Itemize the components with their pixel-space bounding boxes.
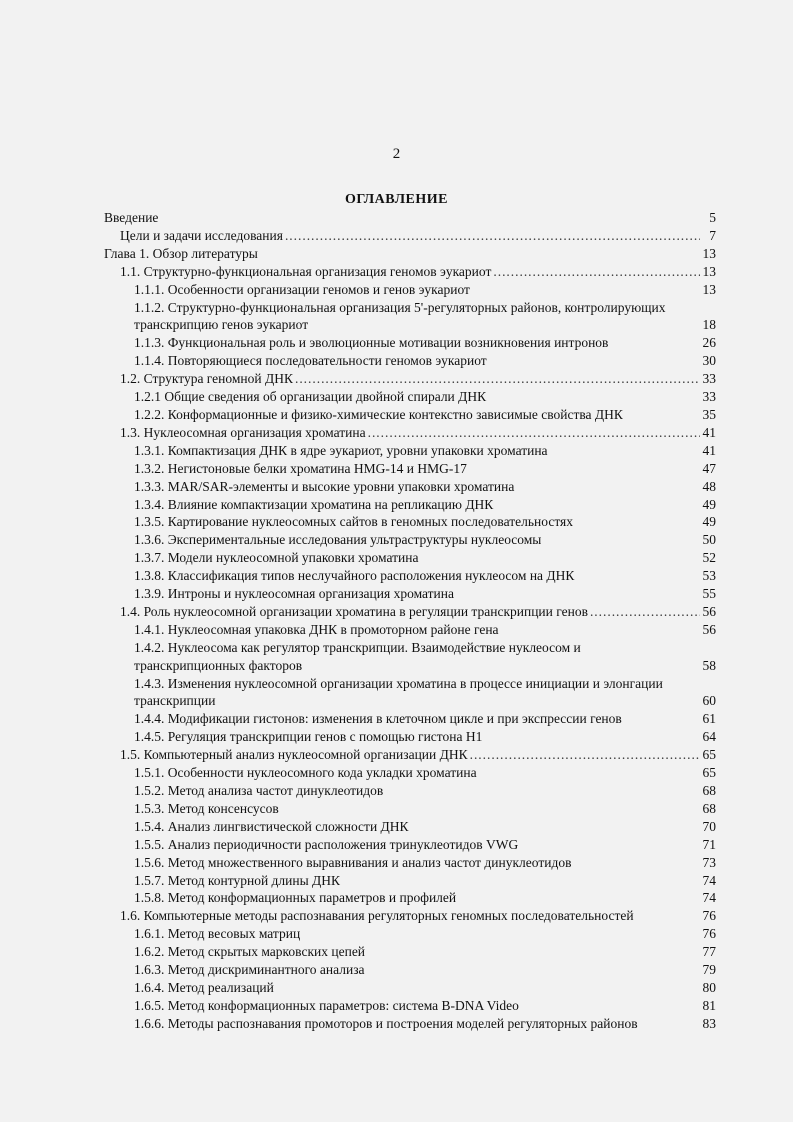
toc-entry bbox=[104, 854, 716, 872]
toc-entry bbox=[104, 710, 716, 728]
toc-entry-page: 41 bbox=[702, 424, 716, 440]
toc-entry bbox=[104, 370, 716, 388]
toc-entry-page: 41 bbox=[702, 442, 716, 458]
toc-entry bbox=[104, 406, 716, 424]
toc-entry-page: 74 bbox=[702, 872, 716, 888]
toc-entry-page: 77 bbox=[702, 944, 716, 960]
toc-entry-title: 1.5.7. Метод контурной длины ДНК bbox=[134, 872, 341, 888]
toc-entry-page: 73 bbox=[702, 854, 716, 870]
toc-entry bbox=[104, 818, 716, 836]
toc-entry-title: 1.3.9. Интроны и нуклеосомная организация хроматина bbox=[134, 586, 454, 602]
toc-entry bbox=[104, 997, 716, 1015]
toc-entry-page: 13 bbox=[702, 263, 716, 279]
toc-entry bbox=[104, 227, 716, 245]
toc-entry-page: 81 bbox=[702, 997, 716, 1013]
toc-entry-page: 68 bbox=[702, 800, 716, 816]
toc-entry-page: 55 bbox=[702, 586, 716, 602]
toc-entry bbox=[104, 1015, 716, 1033]
dot-leader bbox=[295, 370, 700, 388]
toc-entry-page: 18 bbox=[702, 317, 716, 333]
toc-entry-page: 49 bbox=[702, 514, 716, 530]
toc-entry-title: 1.5.3. Метод консенсусов bbox=[134, 800, 279, 816]
toc-entry-title: 1.6.6. Методы распознавания промоторов и построения моделей регуляторных районов bbox=[134, 1015, 638, 1031]
toc-entry bbox=[104, 281, 716, 299]
toc-entry-title: 1.1. Структурно-функциональная организация геномов эукариот bbox=[120, 263, 492, 279]
toc-entry-title: 1.5.6. Метод множественного выравнивания и анализ частот динуклеотидов bbox=[134, 854, 572, 870]
toc-entry-page: 13 bbox=[702, 245, 716, 261]
toc-entry bbox=[104, 872, 716, 890]
toc-entry-page: 79 bbox=[702, 962, 716, 978]
toc-entry-title: 1.2.1 Общие сведения об организации двойной спирали ДНК bbox=[134, 389, 487, 405]
toc-entry-title: 1.5.5. Анализ периодичности расположения тринуклеотидов VWG bbox=[134, 836, 519, 852]
toc-entry-title: 1.4. Роль нуклеосомной организации хроматина в регуляции транскрипции генов bbox=[120, 603, 588, 619]
toc-entry-title: 1.2. Структура геномной ДНК bbox=[120, 371, 293, 387]
toc-entry-title: 1.6.4. Метод реализаций bbox=[134, 979, 274, 995]
toc-entry-title: 1.6.3. Метод дискриминантного анализа bbox=[134, 962, 365, 978]
toc-entry-title: 1.5.8. Метод конформационных параметров и профилей bbox=[134, 890, 457, 906]
table-of-contents bbox=[104, 209, 716, 1033]
toc-entry-page: 68 bbox=[702, 783, 716, 798]
toc-entry-page: 61 bbox=[702, 711, 716, 727]
toc-entry bbox=[104, 639, 716, 675]
toc-entry-title: 1.3. Нуклеосомная организация хроматина bbox=[120, 424, 366, 440]
toc-entry bbox=[104, 567, 716, 585]
toc-entry-title: Глава 1. Обзор литературы bbox=[104, 245, 258, 261]
toc-entry-page: 58 bbox=[702, 657, 716, 673]
toc-entry-title: 1.3.2. Негистоновые белки хроматина HMG-14 и HMG-17 bbox=[134, 460, 467, 476]
toc-entry bbox=[104, 496, 716, 514]
toc-entry-page: 13 bbox=[702, 281, 716, 297]
toc-entry-title: 1.6. Компьютерные методы распознавания регуляторных геномных последовательностей bbox=[120, 908, 634, 924]
toc-entry-title: 1.1.4. Повторяющиеся последовательности геномов эукариот bbox=[134, 353, 487, 369]
toc-entry bbox=[104, 603, 716, 621]
toc-entry-page: 64 bbox=[702, 729, 716, 745]
toc-entry-title: 1.3.5. Картирование нуклеосомных сайтов в геномных последовательностях bbox=[134, 514, 574, 530]
toc-entry-title: 1.6.5. Метод конформационных параметров: система B-DNA Video bbox=[134, 997, 519, 1013]
toc-entry-title: 1.1.3. Функциональная роль и эволюционные мотивации возникновения интронов bbox=[134, 335, 609, 351]
toc-entry bbox=[104, 764, 716, 782]
toc-entry-title: 1.2.2. Конформационные и физико-химические контекстно зависимые свойства ДНК bbox=[134, 406, 623, 422]
toc-entry-title: Введение bbox=[104, 210, 159, 225]
toc-entry bbox=[104, 299, 716, 335]
toc-entry-title: 1.3.1. Компактизация ДНК в ядре эукариот, уровни упаковки хроматина bbox=[134, 442, 548, 458]
toc-entry-page: 52 bbox=[702, 550, 716, 566]
toc-entry-page: 53 bbox=[702, 568, 716, 584]
toc-entry-page: 48 bbox=[702, 478, 716, 494]
toc-entry-page: 33 bbox=[702, 371, 716, 387]
toc-entry bbox=[104, 907, 716, 925]
toc-entry-page: 35 bbox=[702, 406, 716, 422]
toc-entry-title: 1.4.2. Нуклеосома как регулятор транскрипции. Взаимодействие нуклеосом и транскрипционных факторов bbox=[134, 639, 581, 673]
toc-entry-title: 1.4.4. Модификации гистонов: изменения в клеточном цикле и при экспрессии генов bbox=[134, 711, 622, 727]
toc-entry-title: Цели и задачи исследования bbox=[120, 227, 283, 243]
toc-entry-title: 1.6.2. Метод скрытых марковских цепей bbox=[134, 944, 366, 960]
toc-entry bbox=[104, 585, 716, 603]
toc-entry-page: 74 bbox=[702, 890, 716, 906]
dot-leader bbox=[590, 603, 700, 621]
toc-entry-title: 1.1.2. Структурно-функциональная организация 5'-регуляторных районов, контролирующих транскрипцию генов эукариот bbox=[134, 299, 666, 333]
toc-entry-title: 1.3.7. Модели нуклеосомной упаковки хроматина bbox=[134, 550, 419, 566]
toc-entry-page: 33 bbox=[702, 389, 716, 405]
dot-leader bbox=[368, 424, 700, 442]
toc-entry bbox=[104, 531, 716, 549]
toc-entry-page: 49 bbox=[702, 496, 716, 512]
toc-entry bbox=[104, 836, 716, 854]
toc-entry bbox=[104, 728, 716, 746]
dot-leader bbox=[493, 263, 700, 281]
toc-entry-page: 47 bbox=[702, 460, 716, 476]
toc-entry-page: 30 bbox=[702, 353, 716, 369]
toc-entry-page: 56 bbox=[702, 603, 716, 619]
toc-entry-title: 1.4.5. Регуляция транскрипции генов с помощью гистона H1 bbox=[134, 729, 483, 745]
toc-entry bbox=[104, 979, 716, 997]
toc-entry bbox=[104, 513, 716, 531]
toc-entry-title: 1.4.1. Нуклеосомная упаковка ДНК в промоторном районе гена bbox=[134, 621, 499, 637]
toc-entry bbox=[104, 460, 716, 478]
toc-entry bbox=[104, 889, 716, 907]
toc-entry-page: 56 bbox=[702, 621, 716, 637]
toc-entry-page: 65 bbox=[702, 765, 716, 781]
toc-entry-title: 1.5. Компьютерный анализ нуклеосомной организации ДНК bbox=[120, 747, 468, 763]
toc-entry bbox=[104, 478, 716, 496]
toc-entry-page: 76 bbox=[702, 908, 716, 924]
toc-entry bbox=[104, 263, 716, 281]
toc-entry bbox=[104, 961, 716, 979]
toc-entry-title: 1.3.4. Влияние компактизации хроматина на репликацию ДНК bbox=[134, 496, 494, 512]
toc-entry-page: 5 bbox=[709, 210, 716, 225]
toc-entry-title: 1.5.2. Метод анализа частот динуклеотидов bbox=[134, 783, 384, 798]
toc-entry bbox=[104, 352, 716, 370]
toc-entry-page: 60 bbox=[702, 693, 716, 709]
toc-entry bbox=[104, 388, 716, 406]
toc-entry bbox=[104, 621, 716, 639]
toc-entry bbox=[104, 245, 716, 263]
toc-entry-title: 1.5.4. Анализ лингвистической сложности ДНК bbox=[134, 818, 409, 834]
toc-entry-title: 1.1.1. Особенности организации геномов и генов эукариот bbox=[134, 281, 470, 297]
toc-entry bbox=[104, 943, 716, 961]
toc-entry bbox=[104, 782, 716, 800]
toc-entry-page: 50 bbox=[702, 532, 716, 548]
toc-entry-title: 1.6.1. Метод весовых матриц bbox=[134, 926, 301, 942]
toc-entry-title: 1.4.3. Изменения нуклеосомной организации хроматина в процессе инициации и элонгации транскрипции bbox=[134, 675, 663, 709]
toc-entry-page: 83 bbox=[702, 1015, 716, 1031]
toc-entry bbox=[104, 746, 716, 764]
dot-leader bbox=[285, 227, 700, 245]
toc-entry-title: 1.5.1. Особенности нуклеосомного кода укладки хроматина bbox=[134, 765, 477, 781]
toc-entry-page: 65 bbox=[702, 747, 716, 763]
toc-entry bbox=[104, 334, 716, 352]
toc-entry-title: 1.3.6. Экспериментальные исследования ультраструктуры нуклеосомы bbox=[134, 532, 542, 548]
toc-title: ОГЛАВЛЕНИЕ bbox=[345, 192, 448, 207]
toc-entry-page: 26 bbox=[702, 335, 716, 351]
toc-entry bbox=[104, 442, 716, 460]
toc-entry-title: 1.3.3. MAR/SAR-элементы и высокие уровни упаковки хроматина bbox=[134, 478, 515, 494]
toc-entry-page: 71 bbox=[702, 836, 716, 852]
toc-entry-page: 70 bbox=[702, 818, 716, 834]
page-number: 2 bbox=[392, 146, 401, 162]
toc-entry bbox=[104, 209, 716, 227]
toc-entry-page: 80 bbox=[702, 979, 716, 995]
toc-entry-page: 76 bbox=[702, 926, 716, 942]
toc-entry bbox=[104, 424, 716, 442]
dot-leader bbox=[470, 746, 700, 764]
toc-entry bbox=[104, 549, 716, 567]
toc-entry bbox=[104, 925, 716, 943]
toc-entry-title: 1.3.8. Классификация типов неслучайного расположения нуклеосом на ДНК bbox=[134, 568, 575, 584]
toc-entry bbox=[104, 800, 716, 818]
toc-entry bbox=[104, 675, 716, 711]
toc-entry-page: 7 bbox=[709, 227, 716, 243]
